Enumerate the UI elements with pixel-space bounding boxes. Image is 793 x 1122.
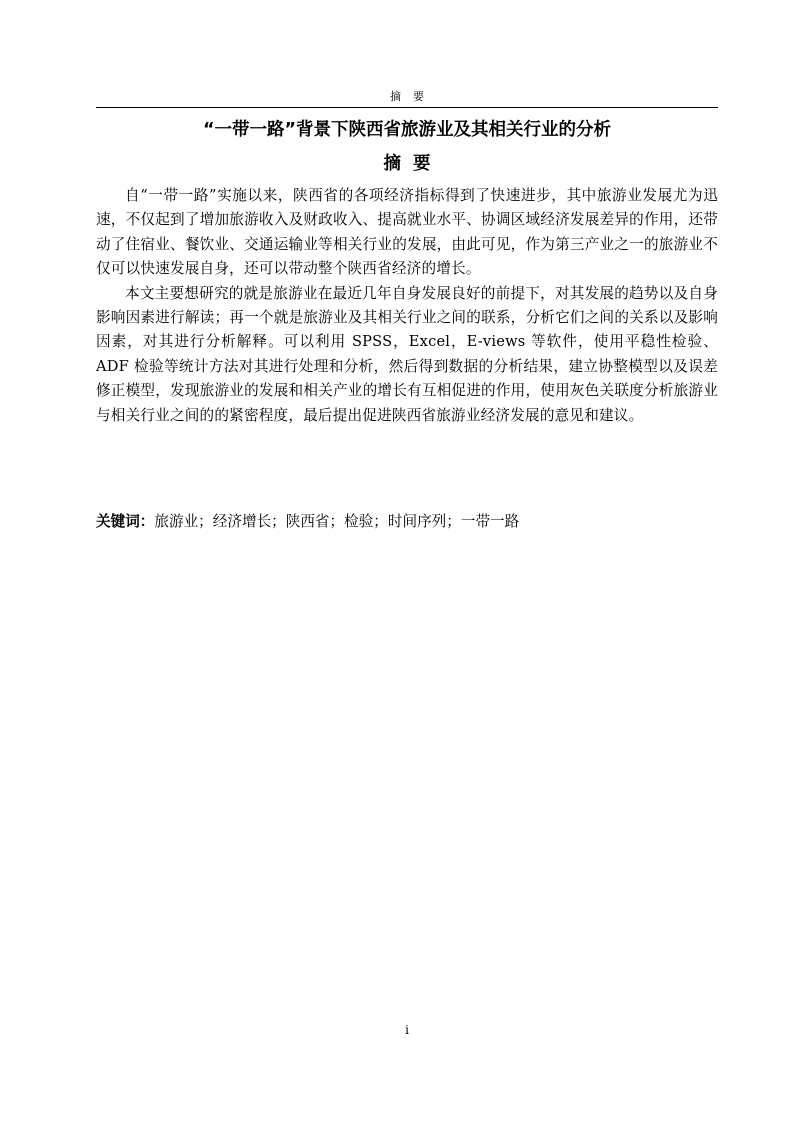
- running-header: 摘要: [390, 90, 436, 103]
- header-rule: [96, 107, 718, 108]
- page-number: i: [405, 1023, 409, 1037]
- abstract-paragraph-2: 本文主要想研究的就是旅游业在最近几年自身发展良好的前提下，对其发展的趋势以及自身影响因素进行解读；再一个就是旅游业及其相关行业之间的联系，分析它们之间的关系以及影响因素，对其进行分析解释。可以利用 SPSS，Excel，E-views 等软件，使用平稳性检验、ADF 检验等统计方法对其进行处理和分析，然后得到数据的分析结果，建立协整模型以及误差修正模型，发现旅游业的发展和相关产业的增长有互相促进的作用，使用灰色关联度分析旅游业与相关行业之间的的紧密程度，最后提出促进陕西省旅游业经济发展的意见和建议。: [96, 284, 718, 424]
- abstract-body: [96, 184, 718, 428]
- document-title: “一带一路”背景下陕西省旅游业及其相关行业的分析: [202, 120, 611, 140]
- abstract-heading: 摘要: [383, 154, 443, 174]
- keywords-text: 旅游业；经济增长；陕西省；检验；时间序列；一带一路: [154, 513, 520, 530]
- abstract-paragraph-1: 自“一带一路”实施以来，陕西省的各项经济指标得到了快速进步，其中旅游业发展尤为迅速，不仅起到了增加旅游收入及财政收入、提高就业水平、协调区域经济发展差异的作用，还带动了住宿业、餐饮业、交通运输业等相关行业的发展，由此可见，作为第三产业之一的旅游业不仅可以快速发展自身，还可以带动整个陕西省经济的增长。: [96, 187, 718, 278]
- keywords-line: [96, 510, 718, 534]
- keywords-label: 关键词：: [96, 513, 155, 530]
